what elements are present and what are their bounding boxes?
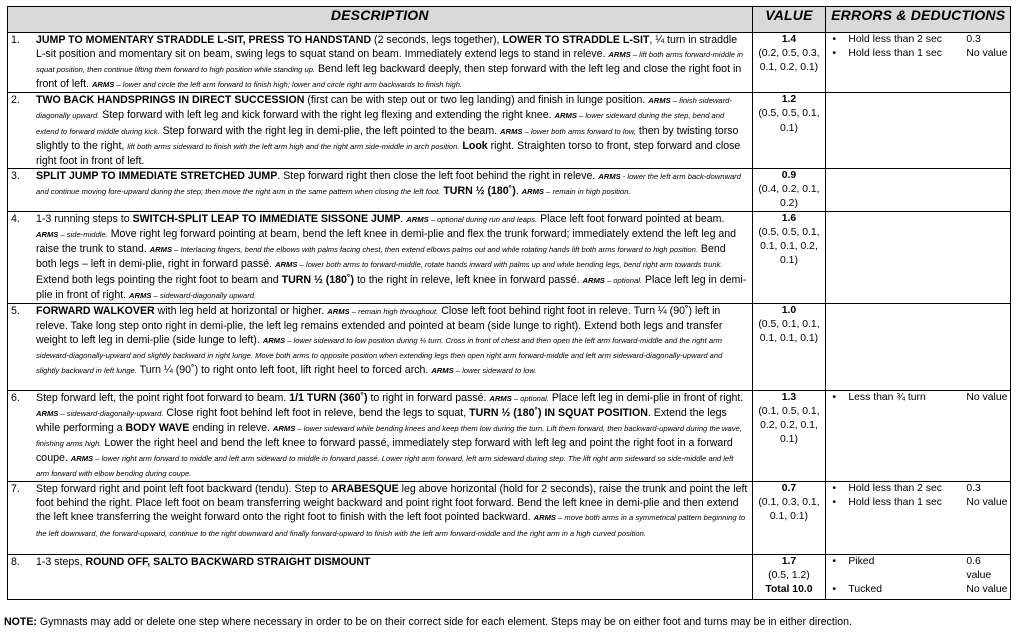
description-segment: – side-middle. <box>58 230 108 240</box>
description-segment: ARMS <box>262 335 286 345</box>
description-segment: . Step forward right then close the left foot behind the right in releve. <box>277 169 599 182</box>
description-segment: – lower sideward to low position during ¼ turn. Cross in front of chest and then open the left arm forward-middle and the right arm sideward-diagonally-upward and slightly backward in right lunge. Move both arms to opposite position when extending legs then open right arm forward-middle and left arm sideward-diagonally-upward and slightly backward in left lunge. <box>36 335 723 376</box>
value-breakdown: (0.4, 0.2, 0.1, 0.2) <box>758 183 820 210</box>
description-segment: Look <box>459 139 488 152</box>
description-segment: Step forward left, the point right foot forward to beam. <box>36 391 290 404</box>
description-segment: – lower right arm forward to middle and left arm sideward to middle in forward passé. Lower right arm forward, left arm sideward during step. The lift right arm sideward so side-middle and left arm forward with elbow bending during coupe. <box>36 454 734 479</box>
deduction-item <box>828 583 1008 597</box>
description-cell <box>8 482 753 555</box>
value-cell <box>752 93 826 168</box>
element-description <box>36 93 752 167</box>
footnote <box>4 616 852 628</box>
element-value: 1.4 <box>781 34 797 45</box>
value-cell <box>752 212 826 304</box>
description-segment: 1-3 running steps to <box>36 213 133 226</box>
element-description <box>36 391 752 482</box>
errors-cell <box>826 482 1011 555</box>
description-segment: to right in forward passé. <box>367 391 490 404</box>
routine-document <box>7 6 1011 600</box>
description-segment: SPLIT JUMP TO IMMEDIATE STRETCHED JUMP <box>36 169 278 182</box>
element-number: 2. <box>11 94 20 107</box>
deduction-item <box>828 496 1008 510</box>
description-segment: (first can be with step out or two leg landing) and finish in lunge position. <box>304 94 649 107</box>
errors-cell <box>826 390 1011 482</box>
element-value: 1.7 <box>781 556 797 568</box>
description-segment: – remain high throughout. <box>349 306 439 316</box>
element-number: 6. <box>11 391 20 404</box>
description-segment: Extend both legs pointing the right foot to beam and <box>36 273 282 286</box>
description-segment: – lower sideward to low. <box>453 366 537 376</box>
description-segment: – optional. <box>511 393 549 403</box>
description-segment: Lower the right heel and bend the left knee to forward passé, immediately step forward with left leg and point the right foot in a forward coupe. <box>36 436 733 465</box>
value-breakdown: (0.5, 0.1, 0.1, 0.1, 0.1, 0.1) <box>758 318 820 344</box>
element-number: 3. <box>11 169 20 182</box>
deduction-amount: 0.6 value <box>966 556 992 582</box>
description-segment: . <box>515 184 522 197</box>
description-segment: – remain in high position. <box>544 186 631 196</box>
description-segment: ARMS <box>431 366 454 376</box>
description-cell <box>8 390 753 482</box>
description-segment: ARMS <box>36 408 59 418</box>
table-row <box>8 93 1011 168</box>
errors-cell <box>826 303 1011 390</box>
errors-cell <box>826 212 1011 304</box>
description-segment: LOWER TO STRADDLE L-SIT <box>502 34 650 46</box>
value-breakdown: (0.5, 0.5, 0.1, 0.1, 0.1, 0.2, 0.1) <box>758 227 820 267</box>
value-breakdown: (0.2, 0.5, 0.3, 0.1, 0.2, 0.1) <box>758 48 820 74</box>
bullet-icon: • <box>832 556 837 568</box>
bullet-icon: • <box>832 497 837 509</box>
value-cell <box>752 33 826 93</box>
description-segment: TURN ½ (180˚) IN SQUAT POSITION <box>469 406 648 419</box>
deduction-amount: No value <box>966 584 1008 596</box>
description-segment: – lower sideward during the step, bend and extend to forward middle during kick. <box>36 111 725 136</box>
deduction-amount: 0.3 <box>966 483 981 495</box>
description-segment: FORWARD WALKOVER <box>36 304 155 317</box>
deduction-amount: 0.3 <box>966 34 981 45</box>
bullet-icon: • <box>832 483 837 495</box>
description-segment: BODY WAVE <box>125 421 190 434</box>
element-number: 1. <box>11 34 20 46</box>
description-segment: (2 seconds, legs together), <box>371 34 503 46</box>
description-segment: right. Straighten torso to front, step forward and close right foot in front of left. <box>36 139 741 167</box>
description-segment: ARMS <box>608 50 631 60</box>
description-segment: ARMS <box>582 275 605 285</box>
bullet-icon: • <box>832 48 837 60</box>
total-value: Total 10.0 <box>765 584 813 596</box>
value-cell <box>752 303 826 390</box>
description-segment: Place left leg in demi-plie in front of right. <box>36 273 747 301</box>
description-segment: Move right leg forward pointing at beam, bend the left knee in demi-plie and flex the trunk forward; immediately extend the left leg and raise the trunk to stand. <box>36 228 737 256</box>
description-segment: then by twisting torso slightly to the right, <box>36 124 739 152</box>
description-segment: 1/1 TURN (360˚) <box>289 391 368 404</box>
description-segment: to the right in releve, left knee in forward passé. <box>354 273 583 286</box>
element-number: 4. <box>11 213 20 226</box>
description-segment: – optional. <box>604 275 642 285</box>
description-segment: – Interlacing fingers, bend the elbows with palms facing chest, then extend elbows palms out and while rotating hands lift both arms forward to high position. <box>172 245 698 255</box>
error-text: Hold less than 2 sec <box>848 483 942 495</box>
description-segment: ARMS <box>521 186 544 196</box>
element-description <box>36 304 752 378</box>
description-segment: ARMS <box>533 513 556 523</box>
description-segment: ARMS <box>554 111 577 121</box>
description-segment: Bend both legs – left in demi-plie, right in forward passé. <box>36 243 726 271</box>
error-text: Hold less than 1 sec <box>848 48 942 60</box>
table-row <box>8 555 1011 600</box>
table-row <box>8 212 1011 304</box>
routine-rows <box>8 33 1011 600</box>
header-errors: ERRORS & DEDUCTIONS <box>826 7 1011 33</box>
description-segment: – sideward-diagonally upward. <box>151 290 257 300</box>
description-segment: SWITCH-SPLIT LEAP TO IMMEDIATE SISSONE JUMP <box>132 213 401 226</box>
value-cell <box>752 482 826 555</box>
description-segment: ARMS <box>272 423 296 433</box>
description-segment: TURN ½ (180˚) <box>440 184 516 197</box>
error-text: Tucked <box>848 584 883 596</box>
description-segment: Step forward with the right leg in demi-plie, the left pointed to the beam. <box>159 124 501 137</box>
description-segment: . Extend the legs while performing a <box>36 406 727 434</box>
errors-cell <box>826 555 1011 600</box>
description-cell <box>8 555 753 600</box>
errors-cell <box>826 93 1011 168</box>
description-segment: ARMS <box>149 245 173 255</box>
deduction-item <box>828 555 1008 583</box>
description-cell <box>8 33 753 93</box>
element-description <box>36 482 752 540</box>
error-text: Piked <box>848 556 875 568</box>
bullet-icon: • <box>832 391 837 403</box>
description-segment: ending in releve. <box>189 421 273 434</box>
table-row <box>8 168 1011 211</box>
table-row <box>8 482 1011 555</box>
error-text: Hold less than 2 sec <box>848 34 942 45</box>
deduction-amount: No value <box>966 497 1008 509</box>
table-row <box>8 33 1011 93</box>
element-value: 1.6 <box>781 213 797 225</box>
deduction-item <box>828 391 1008 405</box>
bullet-icon: • <box>832 584 837 596</box>
bullet-icon: • <box>832 34 837 45</box>
element-description <box>36 212 752 303</box>
element-description <box>36 555 752 569</box>
description-segment: – lift both arms forward-middle in squat position, then continue lifting them forward to high position while standing up. <box>36 50 743 75</box>
element-value: 1.3 <box>781 391 797 403</box>
value-cell <box>752 390 826 482</box>
deduction-item <box>828 482 1008 496</box>
header-row <box>8 7 1011 33</box>
element-number: 5. <box>11 304 20 317</box>
table-row <box>8 390 1011 482</box>
deduction-amount: No value <box>966 391 1008 403</box>
element-number: 7. <box>11 483 20 496</box>
description-segment: JUMP TO MOMENTARY STRADDLE L-SIT, PRESS TO HANDSTAND <box>36 34 372 46</box>
description-segment: ARMS <box>129 290 152 300</box>
deduction-item <box>828 47 1008 61</box>
description-segment: Place left foot forward pointed at beam. <box>537 213 725 226</box>
description-segment: ARMS <box>70 454 94 464</box>
value-cell <box>752 555 826 600</box>
header-description: DESCRIPTION <box>8 7 753 33</box>
description-segment: ARMS <box>275 260 298 270</box>
description-segment: leg above horizontal (hold for 2 seconds), raise the trunk and point the left foot behind the right. Place left foot on beam transferring weight backward and point right foot forward. Bend the left knee in demi-plie and then extend the left knee transferring the weight forward onto the right foot to finish with the left foot pointed backward. <box>36 483 748 524</box>
note-label: NOTE: <box>4 616 37 628</box>
description-segment: ARMS <box>500 126 523 136</box>
description-segment: Bend left leg backward deeply, then step forward with the left leg and close the right foot in front of left. <box>36 63 742 91</box>
description-cell <box>8 212 753 304</box>
value-breakdown: (0.5, 1.2) <box>768 570 810 582</box>
element-value: 1.2 <box>781 94 797 106</box>
description-segment: ARMS <box>91 80 115 90</box>
description-segment: Turn ¼ (90˚) to right onto left foot, lift right heel to forced arch. <box>136 364 432 377</box>
description-segment: – lower both arms forward to low, <box>522 126 636 136</box>
description-segment: lift both arms sideward to finish with the left arm high and the right arm side-middle in arch position. <box>127 141 460 151</box>
routine-table <box>7 6 1011 600</box>
description-segment: . <box>400 213 407 226</box>
errors-cell <box>826 33 1011 93</box>
description-segment: Close left foot behind right foot in releve. Turn ¼ (90˚) left in releve. Take long step onto right in demi-plie, the left leg remains extended and pointed at beam (side lunge to right). Extend both legs and transfer weight to left leg in demi-plie (side lunge to left). <box>36 304 723 346</box>
error-text: Less than ¾ turn <box>848 391 926 403</box>
header-value: VALUE <box>752 7 826 33</box>
description-segment: – sideward-diagonally-upward. <box>58 408 164 418</box>
description-segment: with leg held at horizontal or higher. <box>154 304 328 317</box>
description-segment: – lower sideward while bending knees and keep them low during the turn. Lift them forward, then backward-upward during the wave, finishing arms high. <box>36 423 742 448</box>
element-value: 0.9 <box>781 169 797 181</box>
description-segment: Step forward with left leg and kick forward with the right leg flexing and extending the right knee. <box>99 109 555 122</box>
value-breakdown: (0.1, 0.5, 0.1, 0.2, 0.2, 0.1, 0.1) <box>758 405 820 445</box>
element-description <box>36 33 752 92</box>
element-value: 0.7 <box>781 483 797 495</box>
errors-cell <box>826 168 1011 211</box>
description-segment: , ¼ turn in straddle L-sit position and momentary sit on beam, swing legs to squat stand on beam. Immediately extend legs to stand in releve. <box>36 34 738 61</box>
value-cell <box>752 168 826 211</box>
description-segment: ARMS <box>489 393 512 403</box>
value-breakdown: (0.5, 0.5, 0.1, 0.1) <box>758 108 820 134</box>
note-text: Gymnasts may add or delete one step where necessary in order to be on their correct side for each element. Steps may be on either foot and turns may be in either direction. <box>36 616 852 628</box>
description-segment: ARMS <box>648 96 671 106</box>
description-segment: – lower and circle the left arm forward to finish high; lower and circle right arm backwards to finish high. <box>114 80 463 90</box>
description-segment: TURN ½ (180˚) <box>281 273 354 286</box>
deduction-item <box>828 33 1008 47</box>
table-row <box>8 303 1011 390</box>
description-segment: ARMS <box>598 171 621 181</box>
description-segment: – move both arms in a symmetrical pattern beginning to the left downward, the forward-upward, continue to the right downward and finally forward-upward to finish with the left arm forward-middle and the right arm in a high curved position. <box>36 513 746 538</box>
description-cell <box>8 168 753 211</box>
description-segment: ARABESQUE <box>331 483 399 496</box>
description-segment: Close right foot behind left foot in releve, bend the legs to squat, <box>163 406 470 419</box>
description-segment: Step forward right and point left foot backward (tendu). Step to <box>36 483 332 496</box>
description-segment: 1-3 steps, <box>36 556 86 569</box>
description-segment: ARMS <box>36 230 59 240</box>
description-segment: TWO BACK HANDSPRINGS IN DIRECT SUCCESSION <box>36 94 305 107</box>
description-segment: ROUND OFF, SALTO BACKWARD STRAIGHT DISMOUNT <box>85 556 371 569</box>
element-value: 1.0 <box>781 304 797 316</box>
description-cell <box>8 93 753 168</box>
description-segment: ARMS <box>327 306 350 316</box>
description-segment: – finish sideward-diagonally upward. <box>36 96 732 121</box>
error-text: Hold less than 1 sec <box>848 497 942 509</box>
description-segment: – lower both arms to forward-middle, rotate hands inward with palms up and while bending legs, bend right arm towards trunk. <box>297 260 723 270</box>
description-segment: ARMS <box>406 215 429 225</box>
description-segment: Place left leg in demi-plie in front of right. <box>548 391 744 404</box>
deduction-amount: No value <box>966 48 1008 60</box>
element-description <box>36 169 752 199</box>
description-cell <box>8 303 753 390</box>
description-segment: - lower the left arm back-downward and continue moving fore-upward during the step; then move the right arm in the same pattern when closing the left foot. <box>36 171 741 196</box>
description-segment: – optional during run and leaps. <box>428 215 538 225</box>
value-breakdown: (0.1, 0.3, 0.1, 0.1, 0.1) <box>758 497 820 523</box>
element-number: 8. <box>11 556 20 569</box>
